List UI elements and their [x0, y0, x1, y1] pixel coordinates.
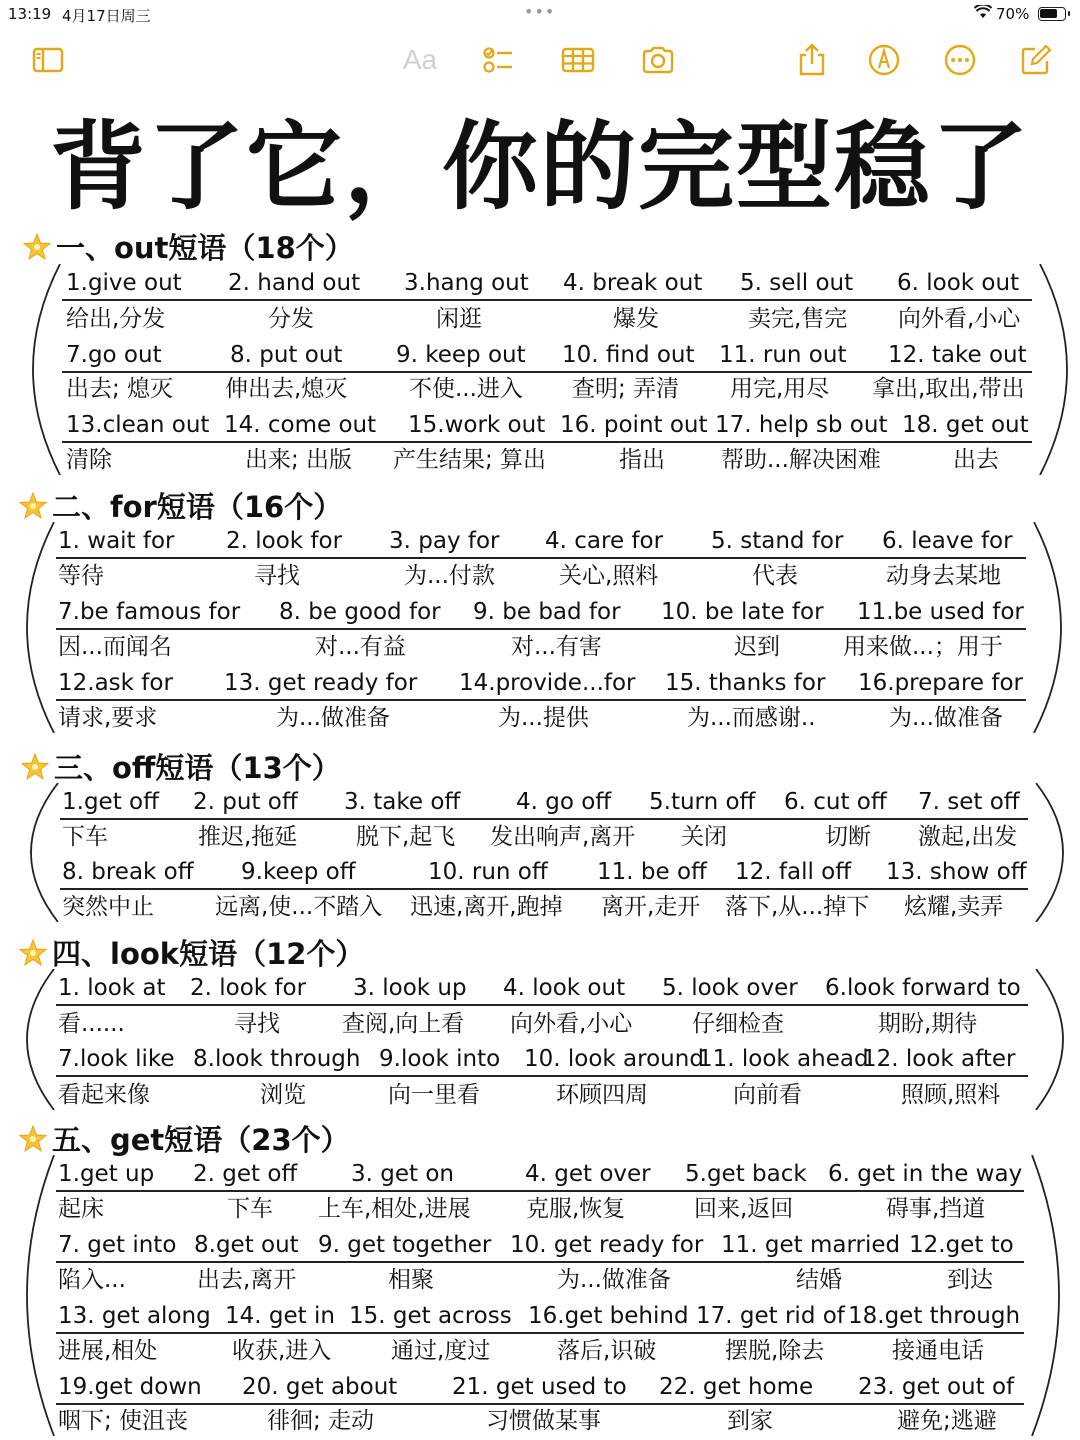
phrase-cell: 19.get down: [58, 1374, 202, 1400]
phrase-cell: 17. help sb out: [715, 412, 888, 438]
meaning-cell: 落下,从...掉下: [725, 894, 870, 920]
phrase-cell: 5. sell out: [740, 270, 854, 296]
star-icon: [18, 491, 48, 521]
phrase-cell: 12.get to: [909, 1232, 1014, 1258]
phrase-cell: 2. get off: [193, 1161, 298, 1187]
meaning-row: [0, 822, 1080, 852]
meaning-row: [0, 561, 1080, 591]
meaning-cell: 上车,相处,进展: [318, 1196, 471, 1222]
section-heading-text: 四、look短语（12个）: [52, 937, 365, 971]
phrase-cell: 7.go out: [66, 342, 162, 368]
meaning-cell: 帮助...解决困难: [721, 447, 881, 473]
phrase-cell: 2. look for: [190, 975, 307, 1001]
phrase-cell: 3. get on: [351, 1161, 454, 1187]
meaning-cell: 突然中止: [62, 894, 154, 920]
row-divider: [56, 628, 1026, 630]
meaning-cell: 通过,度过: [391, 1338, 491, 1364]
phrase-cell: 16.get behind: [528, 1303, 689, 1329]
meaning-row: [0, 1406, 1080, 1436]
phrase-cell: 9.keep off: [241, 859, 356, 885]
meaning-cell: 为...做准备: [889, 705, 1003, 731]
meaning-cell: 离开,走开: [601, 894, 701, 920]
compose-icon[interactable]: [1014, 38, 1058, 82]
meaning-cell: 对...有益: [315, 634, 406, 660]
phrase-cell: 5. stand for: [711, 528, 844, 554]
meaning-cell: 向外看,小心: [898, 306, 1021, 332]
notes-toolbar: [0, 38, 1080, 84]
battery-percent: 70%: [996, 5, 1030, 23]
meaning-cell: 向外看,小心: [510, 1011, 633, 1037]
row-divider: [60, 818, 1028, 820]
meaning-cell: 出来; 出版: [245, 447, 353, 473]
phrase-cell: 11. look ahead: [698, 1046, 869, 1072]
meaning-cell: 清除: [66, 447, 112, 473]
section-heading: [18, 485, 342, 526]
phrase-cell: 5. look over: [662, 975, 798, 1001]
meaning-cell: 寻找: [234, 1011, 280, 1037]
phrase-cell: 11. get married: [721, 1232, 901, 1258]
section-heading: [20, 746, 341, 787]
star-icon: [20, 752, 50, 782]
section-heading: [22, 226, 354, 267]
meaning-cell: 相聚: [388, 1267, 434, 1293]
row-divider: [62, 441, 1032, 443]
checklist-icon[interactable]: [476, 38, 520, 82]
meaning-row: [0, 374, 1080, 404]
meaning-cell: 照顾,照料: [901, 1082, 1001, 1108]
phrase-cell: 13. get ready for: [224, 670, 418, 696]
phrase-row: [0, 787, 1080, 817]
phrase-cell: 3.hang out: [404, 270, 529, 296]
meaning-row: [0, 304, 1080, 334]
phrase-cell: 4. care for: [545, 528, 664, 554]
meaning-cell: 请求,要求: [58, 705, 158, 731]
phrase-cell: 4. go off: [516, 789, 612, 815]
phrase-cell: 1. look at: [58, 975, 166, 1001]
row-divider: [56, 1332, 1024, 1334]
phrase-cell: 16. point out: [560, 412, 708, 438]
phrase-cell: 15.work out: [408, 412, 546, 438]
row-divider: [56, 1261, 1024, 1263]
meaning-cell: 给出,分发: [66, 306, 166, 332]
meaning-cell: 代表: [752, 563, 798, 589]
phrase-cell: 17. get rid of: [696, 1303, 845, 1329]
meaning-cell: 出去: [953, 447, 999, 473]
meaning-cell: 指出: [619, 447, 665, 473]
meaning-cell: 炫耀,卖弄: [904, 894, 1004, 920]
meaning-cell: 碍事,挡道: [886, 1196, 986, 1222]
phrase-cell: 14. come out: [224, 412, 377, 438]
meaning-cell: 为...提供: [498, 705, 589, 731]
meaning-cell: 浏览: [260, 1082, 306, 1108]
meaning-cell: 下车: [62, 824, 108, 850]
phrase-cell: 10. look around: [524, 1046, 704, 1072]
phrase-cell: 23. get out of: [858, 1374, 1015, 1400]
meaning-cell: 落后,识破: [557, 1338, 657, 1364]
meaning-cell: 爆发: [613, 306, 659, 332]
phrase-cell: 9. keep out: [396, 342, 526, 368]
meaning-cell: 用来做...；用于: [843, 634, 1003, 660]
meaning-cell: 到家: [727, 1408, 773, 1434]
meaning-cell: 为...而感谢..: [687, 705, 816, 731]
wifi-icon: [974, 5, 992, 23]
section-heading-text: 三、off短语（13个）: [54, 751, 341, 785]
meaning-cell: 用完,用尽: [730, 376, 830, 402]
status-bar: [0, 0, 1080, 28]
meaning-cell: 不使...进入: [409, 376, 523, 402]
phrase-cell: 7. get into: [58, 1232, 177, 1258]
phrase-cell: 18.get through: [848, 1303, 1021, 1329]
meaning-cell: 下车: [227, 1196, 273, 1222]
meaning-cell: 因...而闻名: [58, 634, 172, 660]
meaning-cell: 环顾四周: [556, 1082, 648, 1108]
phrase-cell: 7.be famous for: [58, 599, 241, 625]
row-divider: [56, 1075, 1028, 1077]
phrase-cell: 7.look like: [58, 1046, 175, 1072]
phrase-cell: 2. look for: [226, 528, 343, 554]
phrase-cell: 9. be bad for: [473, 599, 621, 625]
markup-icon[interactable]: [862, 38, 906, 82]
phrase-cell: 7. set off: [918, 789, 1020, 815]
phrase-cell: 4. get over: [525, 1161, 651, 1187]
meaning-cell: 接通电话: [892, 1338, 984, 1364]
star-icon: [18, 1124, 48, 1154]
phrase-cell: 13.clean out: [66, 412, 210, 438]
phrase-cell: 9. get together: [318, 1232, 492, 1258]
meaning-cell: 闲逛: [436, 306, 482, 332]
phrase-cell: 10. get ready for: [510, 1232, 704, 1258]
phrase-cell: 18. get out: [902, 412, 1029, 438]
star-icon: [22, 232, 52, 262]
meaning-row: [0, 892, 1080, 922]
phrase-cell: 22. get home: [659, 1374, 814, 1400]
meaning-cell: 陷入...: [58, 1267, 126, 1293]
meaning-cell: 期盼,期待: [878, 1011, 978, 1037]
phrase-cell: 8. break off: [62, 859, 194, 885]
phrase-cell: 5.turn off: [649, 789, 756, 815]
sidebar-icon[interactable]: [26, 38, 70, 82]
phrase-cell: 10. run off: [428, 859, 548, 885]
meaning-cell: 咽下; 使沮丧: [58, 1408, 189, 1434]
meaning-cell: 卖完,售完: [748, 306, 848, 332]
phrase-cell: 6. leave for: [882, 528, 1013, 554]
meaning-cell: 进展,相处: [58, 1338, 158, 1364]
camera-icon[interactable]: [636, 38, 680, 82]
meaning-cell: 推迟,拖延: [198, 824, 298, 850]
phrase-row: [0, 668, 1080, 698]
phrase-cell: 15. thanks for: [665, 670, 826, 696]
battery-icon: [1038, 7, 1066, 21]
meaning-cell: 寻找: [254, 563, 300, 589]
phrase-cell: 11. run out: [719, 342, 847, 368]
row-divider: [56, 557, 1026, 559]
phrase-cell: 3. take off: [344, 789, 461, 815]
phrase-row: [0, 857, 1080, 887]
meaning-cell: 为...做准备: [557, 1267, 671, 1293]
phrase-cell: 10. find out: [562, 342, 695, 368]
phrase-row: [0, 597, 1080, 627]
phrase-cell: 6. look out: [897, 270, 1020, 296]
meaning-row: [0, 1336, 1080, 1366]
meaning-cell: 克服,恢复: [526, 1196, 626, 1222]
meaning-cell: 拿出,取出,带出: [872, 376, 1025, 402]
meaning-cell: 远离,使...不踏入: [215, 894, 383, 920]
status-time: 13:19: [8, 5, 52, 23]
row-divider: [56, 1403, 1024, 1405]
meaning-cell: 出去; 熄灭: [66, 376, 174, 402]
meaning-cell: 查阅,向上看: [342, 1011, 465, 1037]
meaning-row: [0, 1265, 1080, 1295]
phrase-row: [0, 1044, 1080, 1074]
phrase-row: [0, 410, 1080, 440]
phrase-cell: 12. take out: [888, 342, 1027, 368]
phrase-cell: 2. put off: [193, 789, 298, 815]
phrase-cell: 8. be good for: [279, 599, 441, 625]
status-date: 4月17日周三: [62, 7, 151, 25]
share-icon[interactable]: [790, 38, 834, 82]
meaning-cell: 为...付款: [404, 563, 495, 589]
meaning-cell: 激起,出发: [918, 824, 1018, 850]
meaning-cell: 为...做准备: [276, 705, 390, 731]
phrase-cell: 5.get back: [685, 1161, 807, 1187]
meaning-cell: 动身去某地: [886, 563, 1001, 589]
phrase-cell: 9.look into: [379, 1046, 501, 1072]
section-heading-text: 一、out短语（18个）: [56, 231, 354, 265]
phrase-cell: 13. show off: [886, 859, 1027, 885]
meaning-row: [0, 1194, 1080, 1224]
meaning-row: [0, 632, 1080, 662]
phrase-cell: 10. be late for: [661, 599, 824, 625]
meaning-cell: 脱下,起飞: [356, 824, 456, 850]
phrase-cell: 8.get out: [194, 1232, 299, 1258]
phrase-cell: 8.look through: [193, 1046, 361, 1072]
meaning-cell: 出去,离开: [197, 1267, 297, 1293]
phrase-row: [0, 340, 1080, 370]
phrase-row: [0, 268, 1080, 298]
phrase-cell: 21. get used to: [452, 1374, 627, 1400]
phrase-cell: 16.prepare for: [858, 670, 1024, 696]
meaning-cell: 看......: [58, 1011, 125, 1037]
meaning-cell: 看起来像: [58, 1082, 150, 1108]
meaning-cell: 分发: [268, 306, 314, 332]
format-label: Aa: [402, 44, 438, 75]
phrase-cell: 2. hand out: [228, 270, 361, 296]
meaning-cell: 查明; 弄清: [572, 376, 680, 402]
meaning-cell: 迟到: [734, 634, 780, 660]
meaning-cell: 结婚: [796, 1267, 842, 1293]
meaning-cell: 摆脱,除去: [725, 1338, 825, 1364]
multitasking-dots-icon[interactable]: •••: [524, 2, 556, 21]
meaning-cell: 向一里看: [388, 1082, 480, 1108]
meaning-cell: 向前看: [733, 1082, 802, 1108]
meaning-cell: 回来,返回: [694, 1196, 794, 1222]
phrase-cell: 12. look after: [862, 1046, 1016, 1072]
phrase-cell: 6. get in the way: [828, 1161, 1023, 1187]
section-heading: [18, 932, 364, 973]
phrase-cell: 8. put out: [230, 342, 343, 368]
meaning-cell: 习惯做某事: [486, 1408, 601, 1434]
row-divider: [56, 1190, 1024, 1192]
meaning-cell: 收获,进入: [232, 1338, 332, 1364]
star-icon: [18, 938, 48, 968]
phrase-row: [0, 1301, 1080, 1331]
phrase-cell: 13. get along: [58, 1303, 211, 1329]
phrase-row: [0, 973, 1080, 1003]
phrase-cell: 11. be off: [597, 859, 707, 885]
row-divider: [62, 371, 1032, 373]
phrase-cell: 12. fall off: [735, 859, 852, 885]
row-divider: [56, 1004, 1028, 1006]
phrase-row: [0, 1159, 1080, 1189]
phrase-cell: 20. get about: [242, 1374, 398, 1400]
section-heading-text: 五、get短语（23个）: [52, 1123, 350, 1157]
table-icon[interactable]: [556, 38, 600, 82]
phrase-cell: 12.ask for: [58, 670, 173, 696]
phrase-row: [0, 1230, 1080, 1260]
phrase-cell: 14.provide...for: [459, 670, 636, 696]
phrase-cell: 15. get across: [349, 1303, 512, 1329]
meaning-row: [0, 445, 1080, 475]
phrase-cell: 14. get in: [225, 1303, 335, 1329]
row-divider: [56, 699, 1026, 701]
phrase-cell: 3. pay for: [389, 528, 500, 554]
phrase-row: [0, 526, 1080, 556]
phrase-cell: 11.be used for: [857, 599, 1024, 625]
row-divider: [62, 299, 1032, 301]
meaning-row: [0, 1009, 1080, 1039]
phrase-cell: 1.give out: [66, 270, 182, 296]
meaning-row: [0, 1080, 1080, 1110]
phrase-cell: 6.look forward to: [825, 975, 1021, 1001]
format-icon[interactable]: [398, 38, 442, 82]
meaning-cell: 伸出去,熄灭: [225, 376, 348, 402]
phrase-cell: 3. look up: [353, 975, 467, 1001]
meaning-cell: 关闭: [681, 824, 727, 850]
section-heading: [18, 1118, 350, 1159]
meaning-cell: 迅速,离开,跑掉: [410, 894, 563, 920]
more-icon[interactable]: [938, 38, 982, 82]
meaning-cell: 对...有害: [511, 634, 602, 660]
phrase-cell: 4. break out: [563, 270, 703, 296]
meaning-cell: 关心,照料: [559, 563, 659, 589]
meaning-cell: 产生结果; 算出: [393, 447, 547, 473]
meaning-cell: 仔细检查: [692, 1011, 784, 1037]
section-heading-text: 二、for短语（16个）: [52, 490, 343, 524]
meaning-cell: 到达: [947, 1267, 993, 1293]
row-divider: [60, 888, 1028, 890]
meaning-cell: 等待: [58, 563, 104, 589]
phrase-cell: 6. cut off: [784, 789, 887, 815]
page-title: 背了它，你的完型稳了: [50, 111, 1030, 223]
meaning-cell: 避免;逃避: [897, 1408, 997, 1434]
phrase-row: [0, 1372, 1080, 1402]
phrase-cell: 1. wait for: [58, 528, 175, 554]
phrase-cell: 1.get up: [58, 1161, 155, 1187]
phrase-cell: 1.get off: [62, 789, 159, 815]
meaning-cell: 徘徊; 走动: [267, 1408, 375, 1434]
meaning-cell: 切断: [825, 824, 871, 850]
meaning-cell: 起床: [58, 1196, 104, 1222]
meaning-row: [0, 703, 1080, 733]
meaning-cell: 发出响声,离开: [490, 824, 636, 850]
phrase-cell: 4. look out: [503, 975, 626, 1001]
